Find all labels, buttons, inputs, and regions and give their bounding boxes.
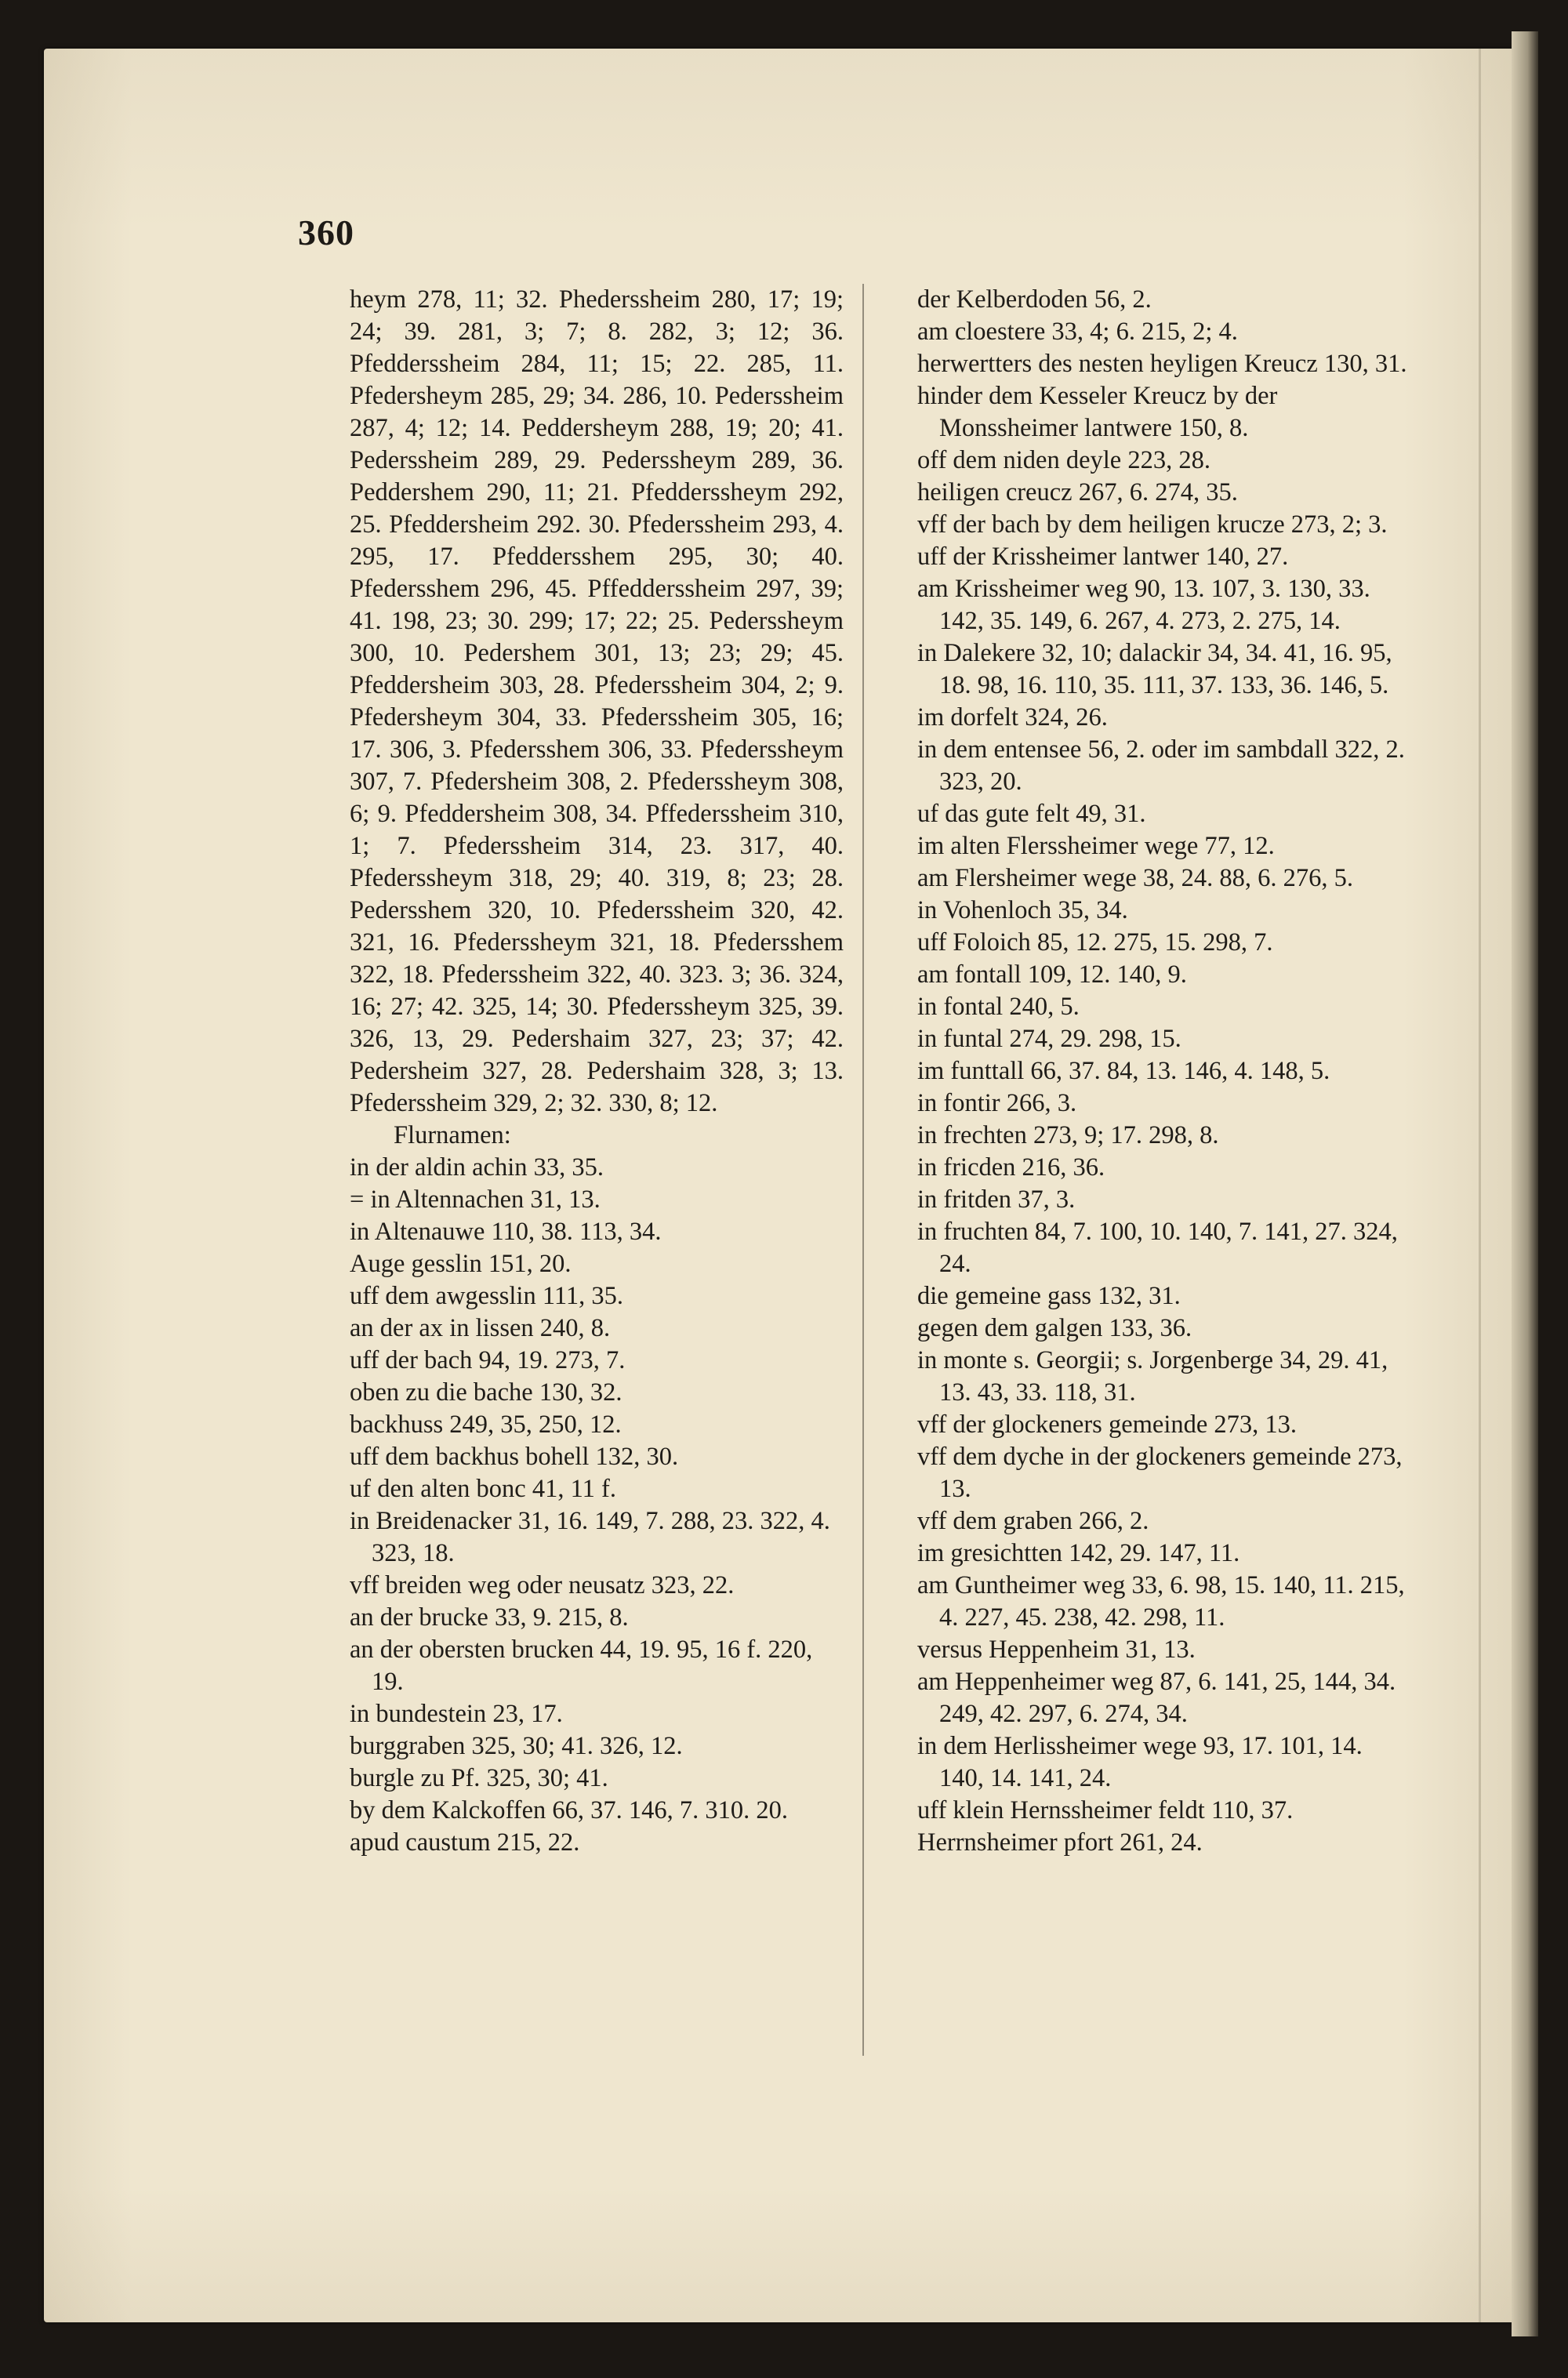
index-entry: uff der bach 94, 19. 273, 7.: [350, 1346, 626, 1374]
index-entry: Herrnsheimer pfort 261, 24.: [917, 1828, 1203, 1857]
index-entry: vff dem graben 266, 2.: [917, 1507, 1149, 1535]
index-entry: in dem entensee 56, 2. oder im sambdall 322, 2. 323, 20.: [917, 735, 1405, 796]
index-entry: uff klein Hernssheimer feldt 110, 37.: [917, 1796, 1294, 1824]
index-entry: an der brucke 33, 9. 215, 8.: [350, 1603, 629, 1632]
index-entry: burgle zu Pf. 325, 30; 41.: [350, 1764, 608, 1792]
index-entry: an der obersten brucken 44, 19. 95, 16 f. 220, 19.: [350, 1636, 813, 1696]
right-entry-list: [917, 284, 1411, 1859]
index-entry: in fruchten 84, 7. 100, 10. 140, 7. 141, 27. 324, 24.: [917, 1218, 1398, 1278]
index-entry: uff dem backhus bohell 132, 30.: [350, 1443, 679, 1471]
index-entry: die gemeine gass 132, 31.: [917, 1282, 1181, 1310]
index-entry: in fontal 240, 5.: [917, 993, 1080, 1021]
left-entry-list: [350, 1152, 844, 1859]
index-entry: burggraben 325, 30; 41. 326, 12.: [350, 1732, 683, 1760]
index-entry: vff der bach by dem heiligen krucze 273, 2; 3.: [917, 510, 1388, 539]
page-number: 360: [298, 212, 354, 252]
index-entry: in Dalekere 32, 10; dalackir 34, 34. 41, 16. 95, 18. 98, 16. 110, 35. 111, 37. 133, 36. 146, 5.: [917, 639, 1392, 699]
index-entry: in Altenauwe 110, 38. 113, 34.: [350, 1218, 662, 1246]
index-entry: gegen dem galgen 133, 36.: [917, 1314, 1192, 1342]
index-entry: uf den alten bonc 41, 11 f.: [350, 1475, 616, 1503]
index-entry: hinder dem Kesseler Kreucz by der Monssheimer lantwere 150, 8.: [917, 382, 1278, 442]
index-entry: off dem niden deyle 223, 28.: [917, 446, 1210, 474]
column-divider: [862, 284, 864, 2056]
index-entry: in funtal 274, 29. 298, 15.: [917, 1025, 1181, 1053]
index-entry: an der ax in lissen 240, 8.: [350, 1314, 611, 1342]
page-edge-line: [1479, 49, 1481, 2322]
right-column: [917, 284, 1411, 1859]
index-entry: uf das gute felt 49, 31.: [917, 800, 1146, 828]
index-entry: im alten Flerssheimer wege 77, 12.: [917, 832, 1275, 860]
index-entry: am Krissheimer weg 90, 13. 107, 3. 130, 33. 142, 35. 149, 6. 267, 4. 273, 2. 275, 14.: [917, 575, 1370, 635]
left-column: [350, 284, 844, 1859]
index-entry: in dem Herlissheimer wege 93, 17. 101, 14. 140, 14. 141, 24.: [917, 1732, 1363, 1792]
section-heading: Flurnamen:: [394, 1121, 511, 1149]
index-entry: am Guntheimer weg 33, 6. 98, 15. 140, 11. 215, 4. 227, 45. 238, 42. 298, 11.: [917, 1571, 1405, 1632]
index-entry: versus Heppenheim 31, 13.: [917, 1636, 1196, 1664]
index-entry: in Vohenloch 35, 34.: [917, 896, 1128, 924]
index-entry: uff der Krissheimer lantwer 140, 27.: [917, 543, 1289, 571]
index-entry: am Flersheimer wege 38, 24. 88, 6. 276, 5.: [917, 864, 1354, 892]
index-entry: heiligen creucz 267, 6. 274, 35.: [917, 478, 1238, 506]
index-entry: vff der glockeners gemeinde 273, 13.: [917, 1410, 1298, 1439]
index-entry: in bundestein 23, 17.: [350, 1700, 563, 1728]
index-entry: in fontir 266, 3.: [917, 1089, 1077, 1117]
index-entry: in fritden 37, 3.: [917, 1185, 1076, 1214]
index-entry: herwertters des nesten heyligen Kreucz 130, 31.: [917, 350, 1407, 378]
index-entry: vff breiden weg oder neusatz 323, 22.: [350, 1571, 735, 1599]
index-entry: = in Altennachen 31, 13.: [350, 1185, 601, 1214]
index-entry: in Breidenacker 31, 16. 149, 7. 288, 23. 322, 4. 323, 18.: [350, 1507, 830, 1567]
index-entry: in der aldin achin 33, 35.: [350, 1153, 604, 1182]
index-entry: im funttall 66, 37. 84, 13. 146, 4. 148, 5.: [917, 1057, 1330, 1085]
index-entry: am fontall 109, 12. 140, 9.: [917, 960, 1187, 989]
index-entry: im dorfelt 324, 26.: [917, 703, 1108, 732]
index-entry: der Kelberdoden 56, 2.: [917, 285, 1152, 314]
index-entry: am cloestere 33, 4; 6. 215, 2; 4.: [917, 318, 1238, 346]
index-entry: oben zu die bache 130, 32.: [350, 1378, 622, 1407]
index-entry: in frechten 273, 9; 17. 298, 8.: [917, 1121, 1219, 1149]
index-entry: backhuss 249, 35, 250, 12.: [350, 1410, 622, 1439]
index-entry: uff Foloich 85, 12. 275, 15. 298, 7.: [917, 928, 1273, 957]
index-entry: in monte s. Georgii; s. Jorgenberge 34, 29. 41, 13. 43, 33. 118, 31.: [917, 1346, 1388, 1407]
index-entry: by dem Kalckoffen 66, 37. 146, 7. 310. 20.: [350, 1796, 789, 1824]
index-entry: uff dem awgesslin 111, 35.: [350, 1282, 624, 1310]
index-entry: Auge gesslin 151, 20.: [350, 1250, 572, 1278]
book-edge: [1512, 31, 1538, 2336]
index-entry: im gresichtten 142, 29. 147, 11.: [917, 1539, 1240, 1567]
continued-entry-paragraph: heym 278, 11; 32. Phederssheim 280, 17; 19; 24; 39. 281, 3; 7; 8. 282, 3; 12; 36. Pfedderssheim 284, 11; 15; 22. 285, 11. Pfedersheym 285, 29; 34. 286, 10. Pederssheim 287, 4; 12; 14. Peddersheym 288, 19; 20; 41. Pederssheim 289, 29. Pederssheym 289, 36. Peddershem 290, 11; 21. Pfedderssheym 292, 25. Pfeddersheim 292. 30. Pfederssheim 293, 4. 295, 17. Pfeddersshem 295, 30; 40. Pfedersshem 296, 45. Pffedderssheim 297, 39; 41. 198, 23; 30. 299; 17; 22; 25. Pederssheym 300, 10. Pedershem 301, 13; 23; 29; 45. Pfeddersheim 303, 28. Pfederssheim 304, 2; 9. Pfedersheym 304, 33. Pfederssheim 305, 16; 17. 306, 3. Pfedersshem 306, 33. Pfederssheym 307, 7. Pfedersheim 308, 2. Pfederssheym 308, 6; 9. Pfeddersheim 308, 34. Pffederssheim 310, 1; 7. Pfederssheim 314, 23. 317, 40. Pfederssheym 318, 29; 40. 319, 8; 23; 28. Pedersshem 320, 10. Pfederssheim 320, 42. 321, 16. Pfederssheym 321, 18. Pfedersshem 322, 18. Pfederssheim 322, 40. 323. 3; 36. 324, 16; 27; 42. 325, 14; 30. Pfederssheym 325, 39. 326, 13, 29. Pedershaim 327, 23; 37; 42. Pedersheim 327, 28. Pedershaim 328, 3; 13. Pfederssheim 329, 2; 32. 330, 8; 12.: [350, 285, 844, 1117]
index-entry: in fricden 216, 36.: [917, 1153, 1105, 1182]
index-entry: apud caustum 215, 22.: [350, 1828, 580, 1857]
index-entry: am Heppenheimer weg 87, 6. 141, 25, 144, 34. 249, 42. 297, 6. 274, 34.: [917, 1668, 1396, 1728]
index-entry: vff dem dyche in der glockeners gemeinde 273, 13.: [917, 1443, 1403, 1503]
